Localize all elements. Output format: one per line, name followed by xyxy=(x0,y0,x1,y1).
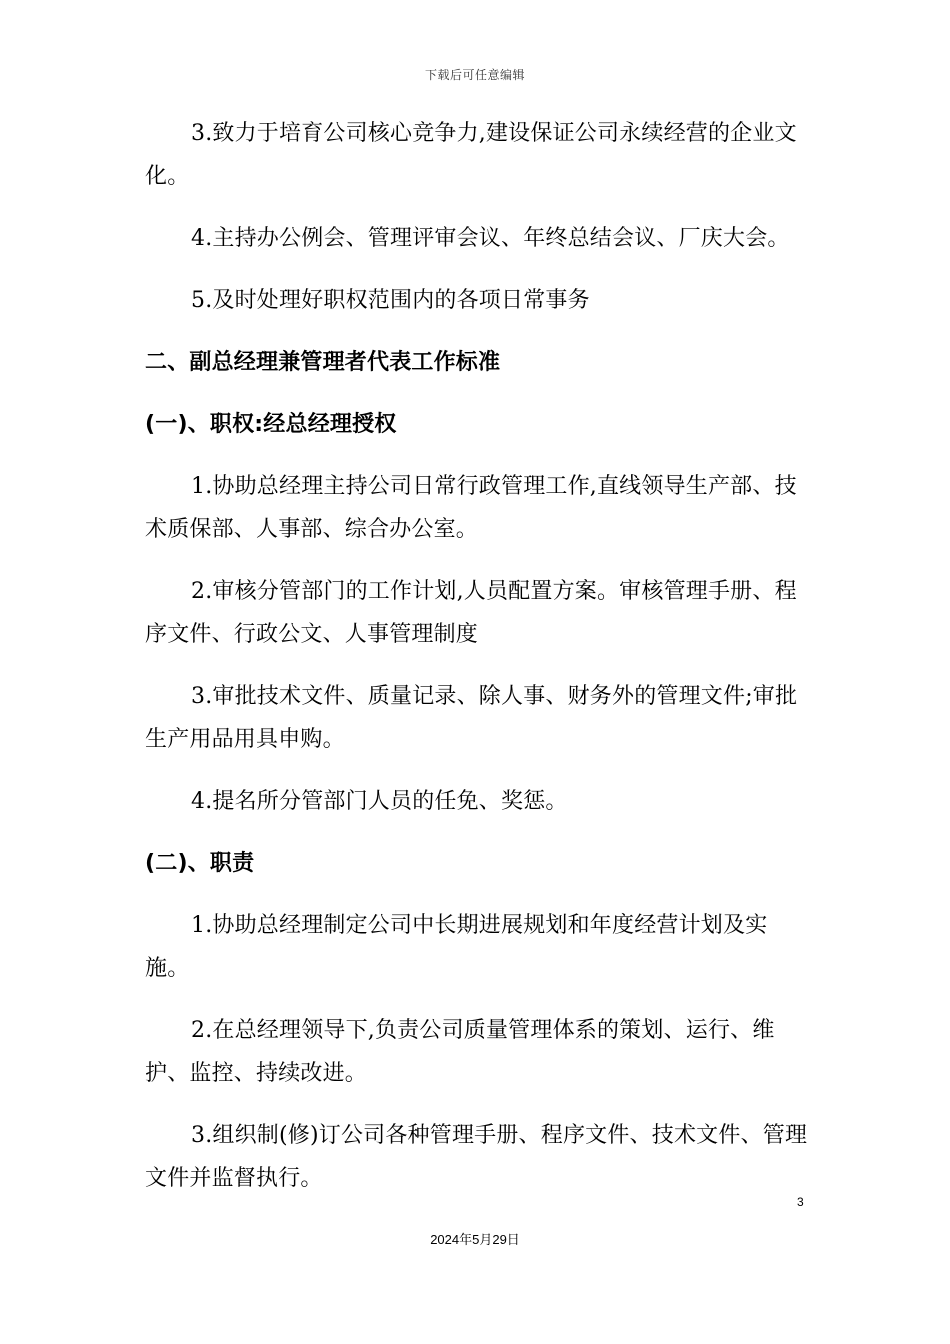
page-number: 3 xyxy=(797,1195,804,1209)
page-header: 下载后可任意编辑 xyxy=(424,68,525,82)
paragraph: 2.在总经理领导下,负责公司质量管理体系的策划、运行、维护、监控、持续改进。 xyxy=(145,1018,775,1086)
paragraph: 5.及时处理好职权范围内的各项日常事务 xyxy=(191,288,590,313)
paragraph: 4.主持办公例会、管理评审会议、年终总结会议、厂庆大会。 xyxy=(191,226,790,251)
paragraph: 3.致力于培育公司核心竞争力,建设保证公司永续经营的企业文化。 xyxy=(145,121,797,189)
paragraph: 2.审核分管部门的工作计划,人员配置方案。审核管理手册、程序文件、行政公文、人事管理制度 xyxy=(145,579,797,647)
paragraph: 3.组织制(修)订公司各种管理手册、程序文件、技术文件、管理文件并监督执行。 xyxy=(145,1123,808,1191)
paragraph: 3.审批技术文件、质量记录、除人事、财务外的管理文件;审批生产用品用具申购。 xyxy=(145,684,798,752)
document-body xyxy=(145,112,810,1219)
subsection-heading: (一)、职权:经总经理授权 xyxy=(145,412,397,437)
section-heading: 二、副总经理兼管理者代表工作标准 xyxy=(145,350,501,375)
paragraph: 1.协助总经理制定公司中长期进展规划和年度经营计划及实施。 xyxy=(145,913,768,981)
paragraph: 4.提名所分管部门人员的任免、奖惩。 xyxy=(191,789,568,814)
footer-date: 2024年5月29日 xyxy=(430,1232,520,1247)
subsection-heading: (二)、职责 xyxy=(145,851,255,876)
paragraph: 1.协助总经理主持公司日常行政管理工作,直线领导生产部、技术质保部、人事部、综合办公室。 xyxy=(145,474,797,542)
